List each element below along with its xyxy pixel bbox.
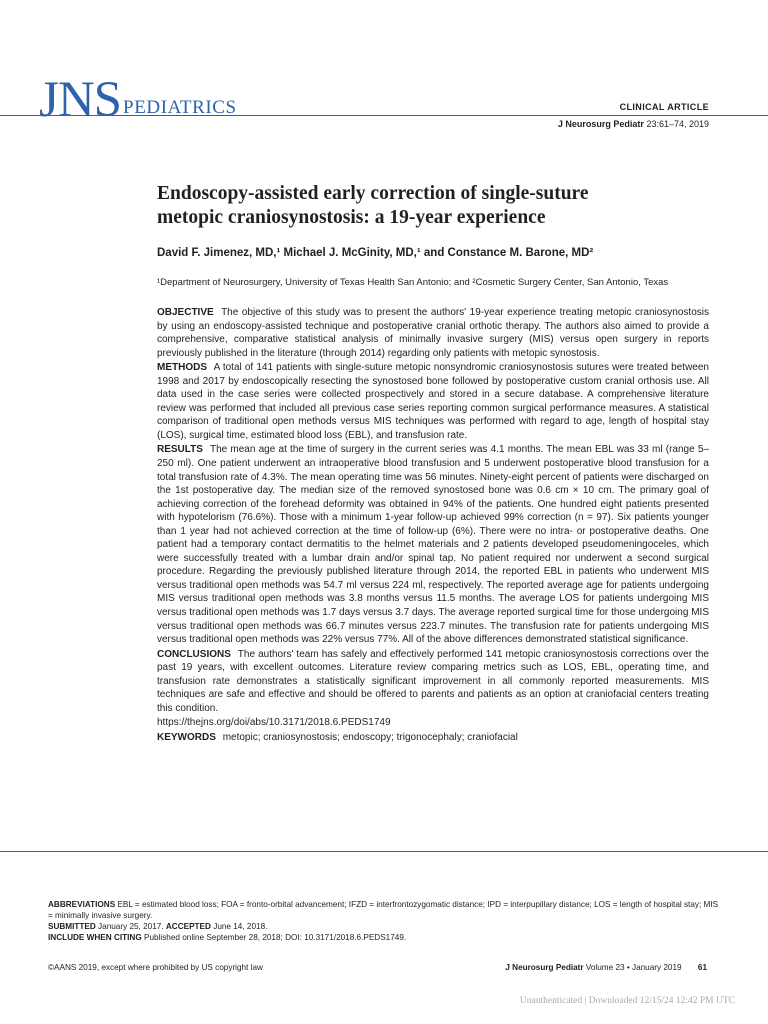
abstract-results: [157, 443, 709, 646]
abbreviations-heading: ABBREVIATIONS: [48, 900, 116, 909]
doi-link[interactable]: https://thejns.org/doi/abs/10.3171/2018.6.PEDS1749: [157, 717, 391, 729]
footer-rule: [0, 851, 768, 852]
citing-heading: INCLUDE WHEN CITING: [48, 933, 142, 942]
affiliations: ¹Department of Neurosurgery, University of Texas Health San Antonio; and ²Cosmetic Surgery Center, San Antonio, Texas: [157, 277, 669, 288]
article-type: CLINICAL ARTICLE: [619, 102, 709, 112]
submitted-date: January 25, 2017.: [98, 922, 164, 931]
submission-dates: [48, 921, 720, 932]
download-stamp: Unauthenticated | Downloaded 12/15/24 12:42 PM UTC: [519, 996, 735, 1006]
footer-volume-issue: Volume 23 • January 2019: [585, 963, 682, 972]
page-number: 61: [697, 963, 707, 972]
citing-text: Published online September 28, 2018; DOI: 10.3171/2018.6.PEDS1749.: [143, 933, 407, 942]
objective-text: The objective of this study was to present the authors' 19-year experience treating metopic craniosynostosis by using an endoscopy-assisted technique and postoperative cranial orthotic therapy. The authors also aimed to provide a comprehensive, comparative statistical analysis of minimally invasive surgery (MIS) versus open surgery in reports previously published in the literature (through 2014) regarding only patients with metopic synostosis.: [157, 307, 709, 359]
methods-text: A total of 141 patients with single-suture metopic nonsyndromic craniosynostosis sutures were treated between 1998 and 2017 by endoscopically resecting the synostosed bone followed by postoperative custom cranial orthosis use. All data used in the case series were collected prospectively and stored in a secure database. A comprehensive literature review was performed that included all previous case series reporting common surgical performance measures. A statistical comparison of traditional open methods versus MIS techniques was performed with regard to age, length of hospital stay (LOS), surgical time, estimated blood loss (EBL), and transfusion rate.: [157, 362, 709, 441]
title-line-1: Endoscopy-assisted early correction of single-suture: [157, 183, 589, 204]
results-heading: RESULTS: [157, 444, 203, 456]
results-text: The mean age at the time of surgery in the current series was 4.1 months. The mean EBL was 33 ml (range 5–250 ml). One patient underwent an intraoperative blood transfusion and 5 underwent postoperative blood transfusion for a total transfusion rate of 4.3%. The mean operating time was 56 minutes. Ninety-eight percent of patients were discharged on the 1st postoperative day. The median size of the removed synostosed bone was 0.6 cm × 10 cm. The primary goal of achieving correction of the forehead deformity was obtained in 94% of the patients. One hundred eight patients presented with hypotelorism (76.6%). Those with a minimum 1-year follow-up achieved 99% correction (n = 97). Six patients younger than 1 year had not achieved correction at the time of follow-up (6%). There were no intra- or postoperative deaths. One patient had a temporary contact dermatitis to the helmet materials and 2 patients developed pseudomeningoceles, which were successfully treated with a lumbar drain and/or spinal tap. No patient required nor underwent a second surgical procedure. Regarding the previously published literature through 2014, the reported EBL in patients who underwent MIS versus traditional open methods was 54.7 ml versus 224 ml, respectively. The reported average age for patients undergoing MIS versus traditional open methods was 3.8 months versus 11.5 months. The average LOS for patients undergoing MIS versus traditional open methods was 1.7 days versus 3.7 days. The average reported surgical time for those undergoing MIS versus traditional open methods was 66.7 minutes versus 223.7 minutes. The transfusion rate for patients undergoing MIS versus traditional open methods was 22% versus 77%. All of the above differences demonstrated statistical significance.: [157, 444, 709, 646]
accepted-heading: ACCEPTED: [165, 922, 211, 931]
abbreviations: [48, 899, 720, 921]
citation-journal: J Neurosurg Pediatr: [557, 119, 644, 129]
journal-logo: [39, 72, 237, 128]
title-line-2: metopic craniosynostosis: a 19-year experience: [157, 207, 546, 228]
accepted-date: June 14, 2018.: [213, 922, 268, 931]
citation-details: 23:61–74, 2019: [646, 119, 709, 129]
objective-heading: OBJECTIVE: [157, 307, 214, 318]
methods-heading: METHODS: [157, 362, 207, 374]
footer-journal: [505, 963, 707, 972]
abstract-objective: [157, 306, 709, 360]
logo-jns: JNS: [39, 72, 122, 128]
footnotes: [48, 899, 720, 943]
abbreviations-text: EBL = estimated blood loss; FOA = fronto-orbital advancement; IFZD = interfrontozygomatic distance; IPD = interpupillary distance; LOS = length of hospital stay; MIS = minimally invasive surgery.: [48, 900, 719, 920]
keywords-text: metopic; craniosynostosis; endoscopy; trigonocephaly; craniofacial: [222, 731, 518, 743]
copyright: ©AANS 2019, except where prohibited by US copyright law: [48, 963, 263, 972]
footer-journal-name: J Neurosurg Pediatr: [505, 963, 584, 972]
journal-citation: [558, 119, 709, 129]
authors: David F. Jimenez, MD,¹ Michael J. McGinity, MD,¹ and Constance M. Barone, MD²: [157, 247, 594, 259]
article-title: [157, 182, 709, 230]
logo-pediatrics: PEDIATRICS: [123, 97, 237, 118]
conclusions-heading: CONCLUSIONS: [157, 648, 231, 660]
conclusions-text: The authors' team has safely and effectively performed 141 metopic craniosynostosis corrections over the past 19 years, with excellent outcomes. Literature review comparing metrics such as LOS, EBL, operating time, and transfusion rate demonstrates a statistically significant improvement in all commonly reported measurements. MIS techniques are safe and effective and should be offered to parents and patients as an option at craniofacial centers treating this condition.: [157, 648, 709, 714]
abstract: [157, 306, 709, 746]
citing-info: [48, 932, 720, 943]
submitted-heading: SUBMITTED: [48, 922, 96, 931]
keywords: [157, 731, 709, 745]
abstract-methods: [157, 361, 709, 442]
abstract-conclusions: [157, 648, 709, 716]
keywords-heading: KEYWORDS: [157, 731, 216, 743]
